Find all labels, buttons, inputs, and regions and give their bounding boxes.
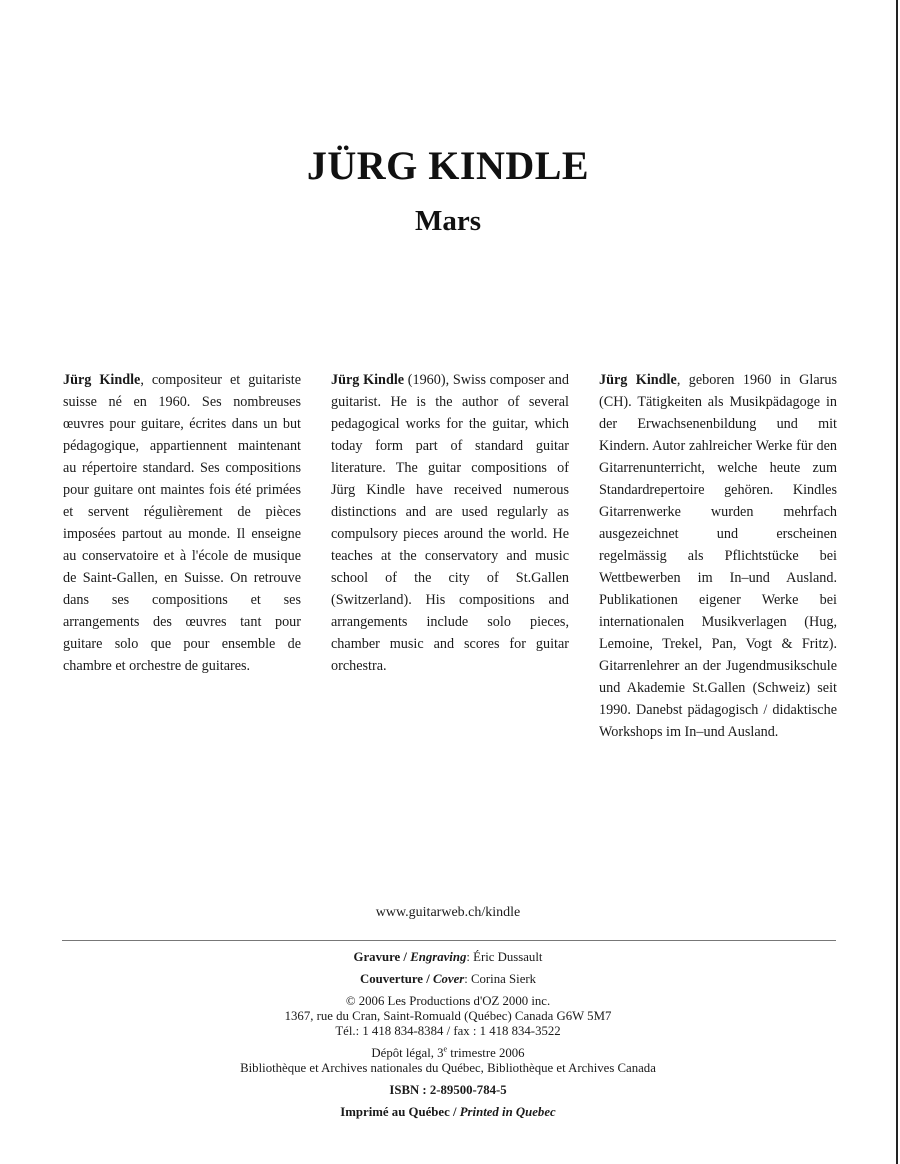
- legal-deposit-prefix: Dépôt légal, 3: [371, 1046, 444, 1060]
- engraving-label-en: Engraving: [410, 950, 467, 964]
- piece-title: Mars: [414, 205, 482, 237]
- isbn-line: ISBN : 2-89500-784-5: [389, 1083, 507, 1097]
- legal-deposit-suffix: trimestre 2006: [447, 1046, 525, 1060]
- credits-block: [0, 950, 896, 1120]
- printed-line: [0, 1105, 896, 1120]
- address-line: 1367, rue du Cran, Saint-Romuald (Québec) Canada G6W 5M7: [284, 1009, 612, 1023]
- legal-deposit-line: [0, 1046, 896, 1061]
- legal-deposit-sup: e: [443, 1044, 448, 1054]
- bio-english-text: (1960), Swiss composer and guitarist. He is the author of several pedagogical works for the guitar, which today form part of standard guitar literature. The guitar compositions of Jürg Kindle have received numerous distinctions and are used regularly as compulsory pieces around the world. He teaches at the conservatory and music school of the city of St.Gallen (Switzerland). His compositions and arrangements include solo pieces, chamber music and scores for guitar orchestra.: [331, 372, 569, 674]
- cover-label: Couverture /: [359, 972, 433, 986]
- composer-title: JÜRG KINDLE: [306, 143, 590, 188]
- engraving-label: Gravure /: [353, 950, 411, 964]
- printed-en: Printed in Quebec: [459, 1105, 556, 1119]
- bio-german-name: Jürg Kindle: [599, 372, 677, 388]
- divider-rule: [62, 940, 836, 941]
- phone-line: Tél.: 1 418 834-8384 / fax : 1 418 834-3522: [335, 1024, 561, 1038]
- printed-fr: Imprimé au Québec /: [340, 1105, 460, 1119]
- bio-english-name: Jürg Kindle: [331, 372, 405, 388]
- library-line: Bibliothèque et Archives nationales du Québec, Bibliothèque et Archives Canada: [240, 1061, 656, 1075]
- bio-german: [599, 369, 837, 743]
- bio-french-text: , compositeur et guitariste suisse né en 1960. Ses nombreuses œuvres pour guitare, écrites dans un but pédagogique, appartiennent maintenant au répertoire standard. Ses compositions pour guitare ont maintes fois été primées et servent régulièrement de pièces imposées partout au monde. Il enseigne au conservatoire et à l'école de musique de Saint-Gallen, en Suisse. On retrouve dans ses compositions et ses arrangements des œuvres tant pour guitare solo que pour ensemble de chambre et orchestre de guitares.: [63, 372, 302, 674]
- cover-credit: [0, 972, 896, 987]
- cover-label-en: Cover: [432, 972, 465, 986]
- bio-french: [63, 369, 301, 677]
- engraving-credit: [0, 950, 896, 965]
- copyright-line: © 2006 Les Productions d'OZ 2000 inc.: [345, 994, 551, 1008]
- bio-german-text: , geboren 1960 in Glarus (CH). Tätigkeiten als Musikpädagoge in der Erwachsenenbildung und mit Kindern. Autor zahlreicher Werke für den Gitarrenunterricht, welche heute zum Standardrepertoire gehören. Kindles Gitarrenwerke wurden mehrfach ausgezeichnet und erscheinen regelmässig als Pflichtstücke bei Wettbewerben im In–und Ausland. Publikationen eigener Werke bei internationalen Musikverlagen (Hug, Lemoine, Trekel, Pan, Vogt & Fritz). Gitarrenlehrer an der Jugendmusikschule und Akademie St.Gallen (Schweiz) seit 1990. Danebst pädagogisch / didaktische Workshops im In–und Ausland.: [599, 372, 838, 740]
- website-link[interactable]: www.guitarweb.ch/kindle: [375, 905, 521, 920]
- bio-french-name: Jürg Kindle: [63, 372, 141, 388]
- engraving-value: : Éric Dussault: [466, 950, 543, 964]
- bio-english: [331, 369, 569, 677]
- cover-value: : Corina Sierk: [464, 972, 537, 986]
